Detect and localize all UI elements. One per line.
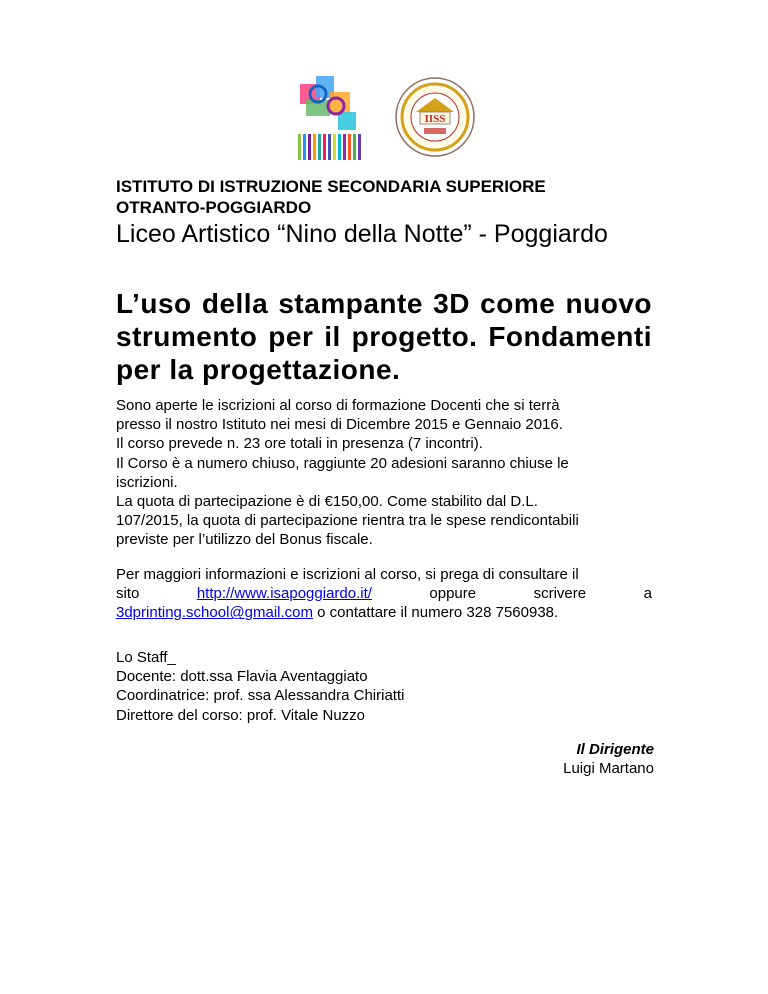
course-title: L’uso della stampante 3D come nuovo strumento per il progetto. Fondamenti per la progettazione.: [116, 288, 652, 385]
staff-coordinatrice: Coordinatrice: prof. ssa Alessandra Chiriatti: [116, 687, 405, 705]
school-name-line1: ISTITUTO DI ISTRUZIONE SECONDARIA SUPERIORE: [116, 177, 546, 196]
scrivere-label: scrivere: [533, 585, 587, 603]
description-line: Il Corso è a numero chiuso, raggiunte 20 adesioni saranno chiuse le: [116, 454, 569, 472]
contact-line: [116, 603, 652, 622]
logo-header: [296, 72, 486, 164]
a-label: a: [643, 585, 652, 603]
email-link[interactable]: 3dprinting.school@gmail.com: [116, 604, 313, 622]
description-line: Il corso prevede n. 23 ore totali in presenza (7 incontri).: [116, 435, 483, 453]
staff-docente: Docente: dott.ssa Flavia Aventaggiato: [116, 668, 368, 686]
description-line: presso il nostro Istituto nei mesi di Dicembre 2015 e Gennaio 2016.: [116, 416, 563, 434]
description-line: 107/2015, la quota di partecipazione rientra tra le spese rendicontabili: [116, 512, 579, 530]
description-line: Sono aperte le iscrizioni al corso di formazione Docenti che si terrà: [116, 397, 560, 414]
description-line: previste per l’utilizzo del Bonus fiscale.: [116, 531, 373, 549]
contact-info: [116, 565, 652, 623]
isa-logo-icon: [296, 72, 366, 162]
sito-label: sito: [116, 585, 140, 603]
description-line: iscrizioni.: [116, 473, 178, 491]
iiss-seal-icon: [394, 76, 476, 158]
staff-heading: Lo Staff_: [116, 649, 176, 666]
signature-block: [563, 740, 654, 778]
liceo-name: Liceo Artistico “Nino della Notte” - Poggiardo: [116, 220, 608, 248]
phone-text: o contattare il numero 328 7560938.: [313, 604, 559, 622]
website-link[interactable]: http://www.isapoggiardo.it/: [196, 585, 372, 603]
contact-line: Per maggiori informazioni e iscrizioni al corso, si prega di consultare il: [116, 566, 579, 583]
staff-list: [116, 648, 652, 725]
oppure-label: oppure: [429, 585, 477, 603]
svg-text:IISS: IISS: [424, 113, 446, 125]
description-line: La quota di partecipazione è di €150,00. Come stabilito dal D.L.: [116, 493, 538, 511]
contact-line: [116, 584, 652, 603]
signature-name: Luigi Martano: [563, 760, 654, 778]
signature-role: Il Dirigente: [576, 741, 654, 758]
staff-direttore: Direttore del corso: prof. Vitale Nuzzo: [116, 706, 366, 724]
school-name-line2: OTRANTO-POGGIARDO: [116, 198, 312, 217]
course-description: [116, 396, 652, 550]
